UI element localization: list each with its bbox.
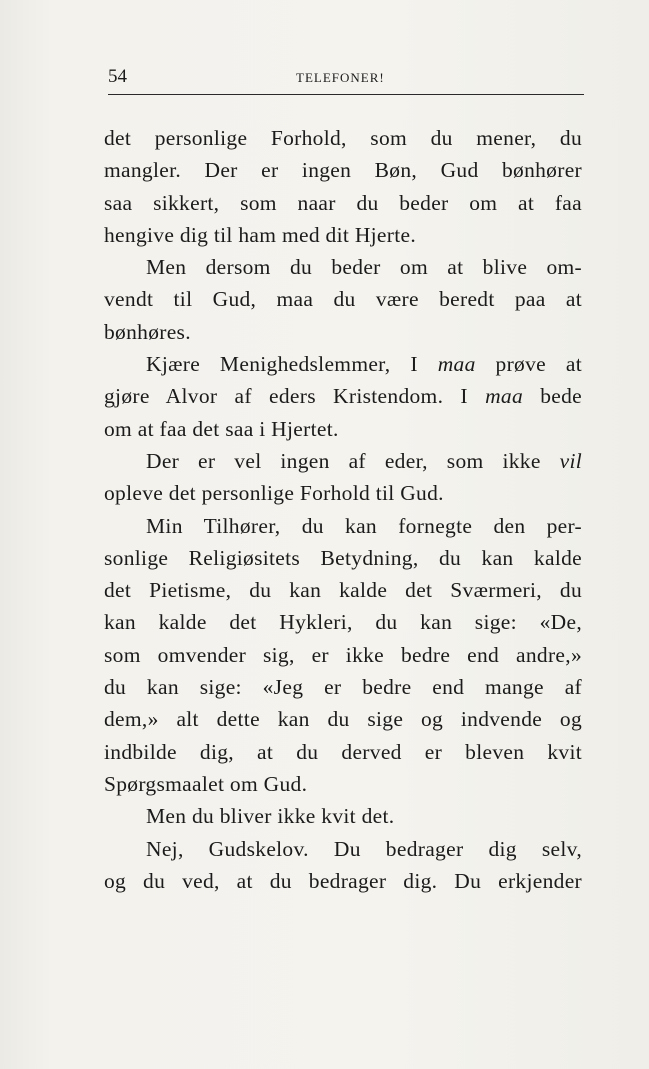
text-segment: du kan sige: «Jeg er bedre end mange af <box>104 675 582 700</box>
text-line <box>104 477 582 509</box>
italic-text: maa <box>485 384 524 409</box>
text-segment: det personlige Forhold, som du mener, du <box>104 126 582 150</box>
text-line <box>104 283 582 315</box>
text-line <box>104 187 582 219</box>
text-segment: det Pietisme, du kan kalde det Sværmeri, du <box>104 578 582 603</box>
text-line <box>104 606 582 638</box>
text-line <box>104 510 582 542</box>
text-segment: bede <box>523 384 583 409</box>
text-line <box>104 445 582 477</box>
text-segment: om at faa det saa i Hjertet. <box>104 416 339 441</box>
text-segment: Der er vel ingen af eder, som ikke <box>146 448 560 473</box>
text-segment: Men du bliver ikke kvit det. <box>146 804 395 829</box>
text-segment: Kjære Menighedslemmer, I <box>146 352 438 377</box>
text-segment: saa sikkert, som naar du beder om at faa <box>104 190 582 215</box>
text-line <box>104 219 582 251</box>
text-line <box>104 574 582 606</box>
text-segment: gjøre Alvor af eders Kristendom. I <box>104 384 486 409</box>
text-segment: som omvender sig, er ikke bedre end andre,» <box>104 642 582 667</box>
text-line <box>104 768 582 800</box>
text-segment: Spørgsmaalet om Gud. <box>104 771 308 796</box>
page-header <box>108 64 584 95</box>
text-line <box>104 380 582 412</box>
text-line <box>104 671 582 703</box>
text-line <box>104 639 582 671</box>
text-line <box>104 800 582 832</box>
text-segment: sonlige Religiøsitets Betydning, du kan kalde <box>104 545 582 570</box>
text-segment: kan kalde det Hykleri, du kan sige: «De, <box>104 610 582 635</box>
italic-text: vil <box>559 448 582 473</box>
text-segment: indbilde dig, at du derved er bleven kvit <box>104 739 582 764</box>
text-segment: opleve det personlige Forhold til Gud. <box>104 481 444 506</box>
text-line <box>104 542 582 574</box>
text-segment: mangler. Der er ingen Bøn, Gud bønhører <box>104 158 582 183</box>
text-line <box>104 413 582 445</box>
text-segment: dem,» alt dette kan du sige og indvende og <box>104 707 582 732</box>
text-segment: Men dersom du beder om at blive om- <box>146 255 582 280</box>
page-number: 54 <box>108 66 127 87</box>
text-segment: Min Tilhører, du kan fornegte den per- <box>146 513 582 538</box>
text-segment: prøve at <box>475 352 582 377</box>
text-segment: bønhøres. <box>104 319 191 344</box>
text-line <box>104 122 582 154</box>
text-segment: og du ved, at du bedrager dig. Du erkjender <box>104 868 582 893</box>
italic-text: maa <box>437 352 476 377</box>
text-line <box>104 154 582 186</box>
running-head: TELEFONER! <box>296 70 385 85</box>
text-line <box>104 348 582 380</box>
text-segment: Nej, Gudskelov. Du bedrager dig selv, <box>146 836 582 861</box>
text-line <box>104 703 582 735</box>
text-line <box>104 316 582 348</box>
text-line <box>104 251 582 283</box>
text-line <box>104 865 582 897</box>
text-segment: hengive dig til ham med dit Hjerte. <box>104 222 417 247</box>
text-segment: vendt til Gud, maa du være beredt paa at <box>104 287 582 312</box>
body-text <box>104 122 582 897</box>
text-line <box>104 736 582 768</box>
text-line <box>104 833 582 865</box>
